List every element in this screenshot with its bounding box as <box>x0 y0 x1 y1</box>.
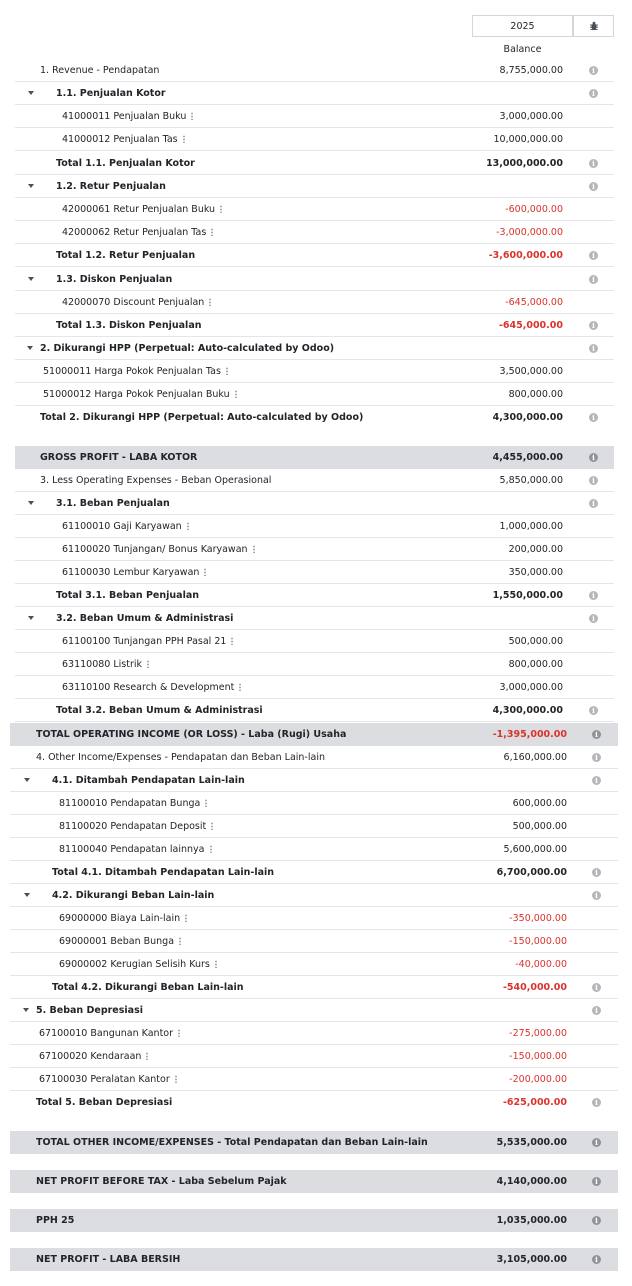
row-label[interactable]: 67100010 Bangunan Kantor <box>39 1022 180 1045</box>
row-label: TOTAL OTHER INCOME/EXPENSES - Total Pendapatan dan Beban Lain-lain <box>36 1137 428 1148</box>
caret-down-icon[interactable] <box>24 893 30 897</box>
account-row[interactable] <box>15 105 614 128</box>
row-label[interactable]: 69000001 Beban Bunga <box>59 930 181 953</box>
row-amount: 500,000.00 <box>512 821 567 832</box>
row-label[interactable]: 42000061 Retur Penjualan Buku <box>62 198 222 221</box>
row-amount: -645,000.00 <box>498 320 563 331</box>
info-icon[interactable]: i <box>589 275 598 284</box>
account-row[interactable] <box>10 930 618 953</box>
info-icon[interactable]: i <box>592 891 601 900</box>
row-amount: -3,000,000.00 <box>496 227 563 238</box>
row-amount: 1,550,000.00 <box>492 590 563 601</box>
caret-down-icon[interactable] <box>24 778 30 782</box>
balance-column-label: Balance <box>503 44 542 55</box>
row-label: 4.1. Ditambah Pendapatan Lain-lain <box>52 775 245 786</box>
caret-down-icon[interactable] <box>28 277 34 281</box>
info-icon[interactable]: i <box>589 159 598 168</box>
kebab-menu-icon[interactable] <box>253 545 255 553</box>
account-row[interactable] <box>15 221 614 244</box>
kebab-menu-icon[interactable] <box>239 683 241 691</box>
row-amount: 500,000.00 <box>508 636 563 647</box>
info-icon[interactable]: i <box>589 66 598 75</box>
account-row[interactable] <box>10 815 618 838</box>
caret-down-icon[interactable] <box>23 1008 29 1012</box>
row-amount: 13,000,000.00 <box>486 158 563 169</box>
account-row[interactable] <box>10 953 618 976</box>
info-icon[interactable]: i <box>589 413 598 422</box>
row-label: 1.3. Diskon Penjualan <box>56 274 173 285</box>
row-amount: 6,700,000.00 <box>496 867 567 878</box>
account-row[interactable] <box>15 383 614 406</box>
summary-row <box>10 1131 618 1154</box>
info-icon[interactable]: i <box>592 1098 601 1107</box>
summary-row <box>15 446 614 469</box>
report-row <box>15 59 614 82</box>
account-row[interactable] <box>15 198 614 221</box>
row-label: Total 3.1. Beban Penjualan <box>56 590 200 601</box>
account-row[interactable] <box>15 291 614 314</box>
info-icon[interactable]: i <box>589 499 598 508</box>
row-amount: 350,000.00 <box>508 567 563 578</box>
summary-row <box>10 1170 618 1193</box>
row-label: 4.2. Dikurangi Beban Lain-lain <box>52 890 215 901</box>
row-amount <box>455 268 563 291</box>
info-icon[interactable]: i <box>592 868 601 877</box>
row-label: 1.2. Retur Penjualan <box>56 181 166 192</box>
kebab-menu-icon[interactable] <box>147 660 149 668</box>
info-icon[interactable]: i <box>592 730 601 739</box>
info-icon[interactable]: i <box>592 1006 601 1015</box>
caret-down-icon[interactable] <box>28 184 34 188</box>
account-row[interactable] <box>10 907 618 930</box>
row-label: 3.1. Beban Penjualan <box>56 498 170 509</box>
row-amount <box>455 607 563 630</box>
account-row[interactable] <box>10 792 618 815</box>
summary-row <box>10 1248 618 1271</box>
row-amount: -150,000.00 <box>509 1051 567 1062</box>
row-label: Total 1.3. Diskon Penjualan <box>56 320 202 331</box>
row-label: NET PROFIT BEFORE TAX - Laba Sebelum Pajak <box>36 1176 287 1187</box>
report-row <box>15 406 614 429</box>
row-amount <box>455 337 563 360</box>
row-label: Total 4.1. Ditambah Pendapatan Lain-lain <box>52 867 275 878</box>
row-label: 2. Dikurangi HPP (Perpetual: Auto-calculated by Odoo) <box>40 343 335 354</box>
period-column-header[interactable] <box>472 15 573 37</box>
row-amount: -600,000.00 <box>505 204 563 215</box>
kebab-menu-icon[interactable] <box>211 822 213 830</box>
kebab-menu-icon[interactable] <box>191 112 193 120</box>
row-label[interactable]: 69000002 Kerugian Selisih Kurs <box>59 953 217 976</box>
section-header-row[interactable] <box>10 999 618 1022</box>
row-amount: -350,000.00 <box>509 913 567 924</box>
row-label: Total 2. Dikurangi HPP (Perpetual: Auto-calculated by Odoo) <box>40 412 364 423</box>
row-label: Total 1.1. Penjualan Kotor <box>56 158 195 169</box>
row-label[interactable]: 61100020 Tunjangan/ Bonus Karyawan <box>62 538 255 561</box>
row-label[interactable]: 61100010 Gaji Karyawan <box>62 515 189 538</box>
report-row <box>15 244 614 267</box>
row-amount: 10,000,000.00 <box>493 134 563 145</box>
info-icon[interactable]: i <box>592 1255 601 1264</box>
kebab-menu-icon[interactable] <box>205 799 207 807</box>
row-label[interactable]: 41000011 Penjualan Buku <box>62 105 193 128</box>
row-label[interactable]: 42000070 Discount Penjualan <box>62 291 211 314</box>
row-amount: 6,160,000.00 <box>503 752 567 763</box>
row-amount: 3,105,000.00 <box>496 1254 567 1265</box>
summary-row <box>10 723 618 746</box>
row-amount: -200,000.00 <box>509 1074 567 1085</box>
caret-down-icon[interactable] <box>28 91 34 95</box>
row-label[interactable]: 41000012 Penjualan Tas <box>62 128 185 151</box>
row-amount: 5,535,000.00 <box>496 1137 567 1148</box>
info-icon[interactable]: i <box>589 344 598 353</box>
row-amount <box>459 999 567 1022</box>
caret-down-icon[interactable] <box>28 616 34 620</box>
info-icon[interactable]: i <box>589 591 598 600</box>
info-icon[interactable]: i <box>589 476 598 485</box>
row-amount: 800,000.00 <box>508 659 563 670</box>
account-row[interactable] <box>15 630 614 653</box>
row-amount: 4,300,000.00 <box>492 412 563 423</box>
info-icon[interactable]: i <box>589 706 598 715</box>
row-amount <box>455 82 563 105</box>
row-amount: -150,000.00 <box>509 936 567 947</box>
kebab-menu-icon[interactable] <box>175 1075 177 1083</box>
row-label[interactable]: 51000012 Harga Pokok Penjualan Buku <box>43 383 237 406</box>
info-icon[interactable]: i <box>592 983 601 992</box>
row-label: 1.1. Penjualan Kotor <box>56 88 166 99</box>
report-row <box>10 861 618 884</box>
row-label[interactable]: 63110100 Research & Development <box>62 676 241 699</box>
row-amount: 3,000,000.00 <box>499 111 563 122</box>
account-row[interactable] <box>15 676 614 699</box>
report-row <box>10 746 618 769</box>
row-amount: 200,000.00 <box>508 544 563 555</box>
row-amount: 5,850,000.00 <box>499 475 563 486</box>
kebab-menu-icon[interactable] <box>178 1029 180 1037</box>
row-label: Total 5. Beban Depresiasi <box>36 1097 173 1108</box>
kebab-menu-icon[interactable] <box>179 937 181 945</box>
row-label: PPH 25 <box>36 1215 75 1226</box>
account-row[interactable] <box>10 838 618 861</box>
kebab-menu-icon[interactable] <box>235 390 237 398</box>
row-label[interactable]: 42000062 Retur Penjualan Tas <box>62 221 213 244</box>
row-amount <box>459 769 567 792</box>
section-header-row[interactable] <box>15 82 614 105</box>
kebab-menu-icon[interactable] <box>185 914 187 922</box>
row-amount: 3,500,000.00 <box>499 366 563 377</box>
row-amount: -3,600,000.00 <box>488 250 563 261</box>
section-header-row[interactable] <box>10 884 618 907</box>
account-row[interactable] <box>15 561 614 584</box>
row-amount: 5,600,000.00 <box>503 844 567 855</box>
row-amount: 1,035,000.00 <box>496 1215 567 1226</box>
info-icon[interactable]: i <box>589 321 598 330</box>
row-amount: -540,000.00 <box>502 982 567 993</box>
row-label: Total 4.2. Dikurangi Beban Lain-lain <box>52 982 244 993</box>
kebab-menu-icon[interactable] <box>220 205 222 213</box>
kebab-menu-icon[interactable] <box>183 135 185 143</box>
row-amount <box>455 175 563 198</box>
row-amount: 800,000.00 <box>508 389 563 400</box>
row-label[interactable]: 69000000 Biaya Lain-lain <box>59 907 187 930</box>
row-label[interactable]: 81100020 Pendapatan Deposit <box>59 815 213 838</box>
row-label: 4. Other Income/Expenses - Pendapatan dan Beban Lain-lain <box>36 752 325 763</box>
account-row[interactable] <box>15 515 614 538</box>
account-row[interactable] <box>10 1022 618 1045</box>
row-label[interactable]: 51000011 Harga Pokok Penjualan Tas <box>43 360 228 383</box>
row-label[interactable]: 67100020 Kendaraan <box>39 1045 148 1068</box>
row-label: 5. Beban Depresiasi <box>36 1005 143 1016</box>
row-amount: -1,395,000.00 <box>492 729 567 740</box>
row-label[interactable]: 63110080 Listrik <box>62 653 149 676</box>
info-icon[interactable]: i <box>589 453 598 462</box>
report-row <box>15 699 614 722</box>
report-row <box>15 314 614 337</box>
report-row <box>10 1091 618 1114</box>
section-header-row[interactable] <box>15 268 614 291</box>
info-icon[interactable]: i <box>592 776 601 785</box>
row-label[interactable]: 81100040 Pendapatan lainnya <box>59 838 212 861</box>
row-amount <box>455 492 563 515</box>
caret-down-icon[interactable] <box>28 501 34 505</box>
kebab-menu-icon[interactable] <box>215 960 217 968</box>
row-amount: 4,140,000.00 <box>496 1176 567 1187</box>
row-label[interactable]: 61100100 Tunjangan PPH Pasal 21 <box>62 630 233 653</box>
kebab-menu-icon[interactable] <box>187 522 189 530</box>
section-header-row[interactable] <box>15 337 614 360</box>
section-header-row[interactable] <box>15 175 614 198</box>
report-row <box>15 584 614 607</box>
info-icon[interactable]: i <box>592 1216 601 1225</box>
account-row[interactable] <box>15 360 614 383</box>
kebab-menu-icon[interactable] <box>209 298 211 306</box>
info-icon[interactable]: i <box>589 89 598 98</box>
info-icon[interactable]: i <box>589 614 598 623</box>
row-label: 3. Less Operating Expenses - Beban Operasional <box>40 475 272 486</box>
row-amount: 4,300,000.00 <box>492 705 563 716</box>
section-header-row[interactable] <box>10 769 618 792</box>
row-label[interactable]: 81100010 Pendapatan Bunga <box>59 792 207 815</box>
row-label: TOTAL OPERATING INCOME (OR LOSS) - Laba (Rugi) Usaha <box>36 729 347 740</box>
caret-down-icon[interactable] <box>27 346 33 350</box>
kebab-menu-icon[interactable] <box>226 367 228 375</box>
account-row[interactable] <box>10 1068 618 1091</box>
row-label[interactable]: 61100030 Lembur Karyawan <box>62 561 206 584</box>
row-amount: 3,000,000.00 <box>499 682 563 693</box>
row-label: Total 3.2. Beban Umum & Administrasi <box>56 705 263 716</box>
kebab-menu-icon[interactable] <box>210 845 212 853</box>
kebab-menu-icon[interactable] <box>211 228 213 236</box>
account-row[interactable] <box>15 653 614 676</box>
row-amount: -645,000.00 <box>505 297 563 308</box>
row-label[interactable]: 67100030 Peralatan Kantor <box>39 1068 177 1091</box>
row-amount: -625,000.00 <box>502 1097 567 1108</box>
period-label: 2025 <box>510 20 535 32</box>
kebab-menu-icon[interactable] <box>231 637 233 645</box>
summary-row <box>10 1209 618 1232</box>
report-row <box>15 152 614 175</box>
account-row[interactable] <box>15 538 614 561</box>
row-label: GROSS PROFIT - LABA KOTOR <box>40 452 198 463</box>
row-amount: 8,755,000.00 <box>499 65 563 76</box>
report-row <box>15 469 614 492</box>
info-icon[interactable]: i <box>592 1177 601 1186</box>
row-amount: -275,000.00 <box>509 1028 567 1039</box>
account-row[interactable] <box>15 128 614 151</box>
info-icon[interactable]: i <box>592 753 601 762</box>
section-header-row[interactable] <box>15 492 614 515</box>
section-header-row[interactable] <box>15 607 614 630</box>
row-amount: 4,455,000.00 <box>492 452 563 463</box>
report-row <box>10 976 618 999</box>
debug-button[interactable] <box>573 15 614 37</box>
info-icon[interactable]: i <box>589 251 598 260</box>
kebab-menu-icon[interactable] <box>146 1052 148 1060</box>
bug-icon <box>589 21 599 31</box>
info-icon[interactable]: i <box>589 182 598 191</box>
row-label: 3.2. Beban Umum & Administrasi <box>56 613 234 624</box>
row-amount: 1,000,000.00 <box>499 521 563 532</box>
kebab-menu-icon[interactable] <box>204 568 206 576</box>
row-amount: 600,000.00 <box>512 798 567 809</box>
row-amount <box>459 884 567 907</box>
account-row[interactable] <box>10 1045 618 1068</box>
info-icon[interactable]: i <box>592 1138 601 1147</box>
row-label: Total 1.2. Retur Penjualan <box>56 250 196 261</box>
row-amount: -40,000.00 <box>515 959 567 970</box>
row-label: 1. Revenue - Pendapatan <box>40 65 160 76</box>
row-label: NET PROFIT - LABA BERSIH <box>36 1254 181 1265</box>
